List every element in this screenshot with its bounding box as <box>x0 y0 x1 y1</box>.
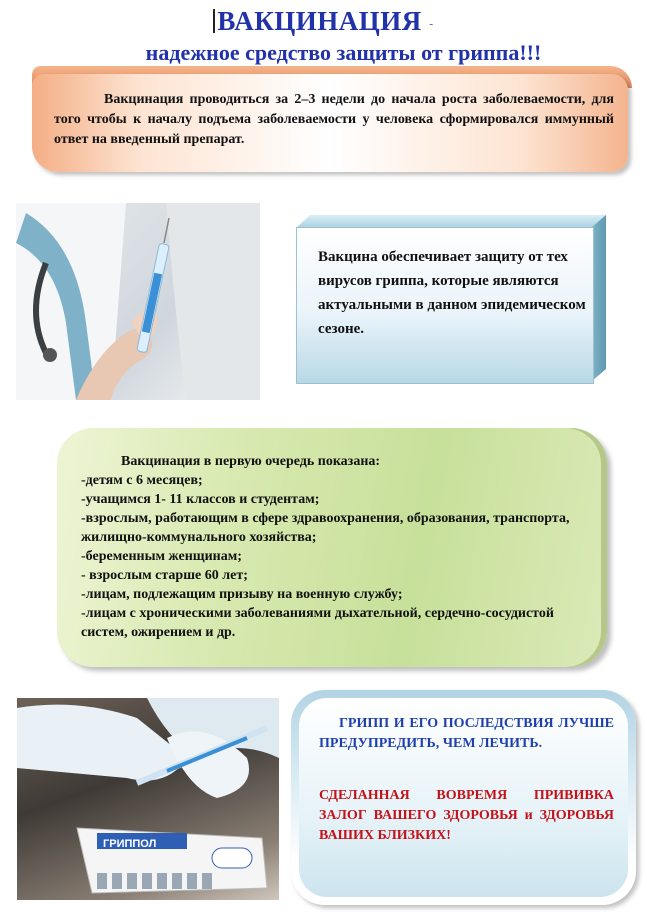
indications-heading: Вакцинация в первую очередь показана: <box>121 454 381 469</box>
closing-blue-text: ГРИПП И ЕГО ПОСЛЕДСТВИЯ ЛУЧШЕ ПРЕДУПРЕДИТЬ, ЧЕМ ЛЕЧИТЬ. <box>319 716 614 751</box>
title-line-1 <box>0 6 647 37</box>
vial-box-label: ГРИППОЛ <box>103 838 157 850</box>
indication-item: -беременным женщинам; <box>81 549 242 564</box>
closing-red-text: СДЕЛАННАЯ ВОВРЕМЯ ПРИВИВКА ЗАЛОГ ВАШЕГО ЗДОРОВЬЯ и ЗДОРОВЬЯ ВАШИХ БЛИЗКИХ! <box>319 788 614 843</box>
title-dash: - <box>429 16 434 31</box>
intro-scroll-banner <box>32 66 632 174</box>
indication-item: -лицам, подлежащим призыву на военную службу; <box>81 587 403 602</box>
title-line-2: надежное средство защиты от гриппа!!! <box>145 40 542 65</box>
closing-message-box <box>291 690 636 905</box>
intro-text: Вакцинация проводиться за 2–3 недели до начала роста заболеваемости, для того чтобы к началу подъема заболеваемости у человека сформировался иммунный ответ на введенный препарат. <box>54 92 614 147</box>
indication-item: - взрослым старше 60 лет; <box>81 568 248 583</box>
doctor-syringe-illustration <box>16 203 260 400</box>
vaccine-protection-box <box>296 215 608 382</box>
protection-text: Вакцина обеспечивает защиту от тех вирусов гриппа, которые являются актуальными в данном эпидемическом сезоне. <box>318 249 586 337</box>
box-side-face <box>592 215 606 381</box>
gloved-hands-vaccine-photo <box>17 698 279 900</box>
gloved-hands-illustration <box>17 698 279 900</box>
text-cursor-mark <box>213 9 215 33</box>
indication-item: -детям с 6 месяцев; <box>81 473 203 488</box>
title-main: ВАКЦИНАЦИЯ <box>217 6 422 36</box>
indications-panel <box>57 428 607 667</box>
indication-item: -учащимся 1- 11 классов и студентам; <box>81 492 320 507</box>
indication-item: -лицам с хроническими заболеваниями дыхательной, сердечно-сосудистой систем, ожирением и др. <box>81 606 554 640</box>
doctor-syringe-photo <box>16 203 260 400</box>
indication-item: -взрослым, работающим в сфере здравоохранения, образования, транспорта, жилищно-коммунального хозяйства; <box>81 511 570 545</box>
